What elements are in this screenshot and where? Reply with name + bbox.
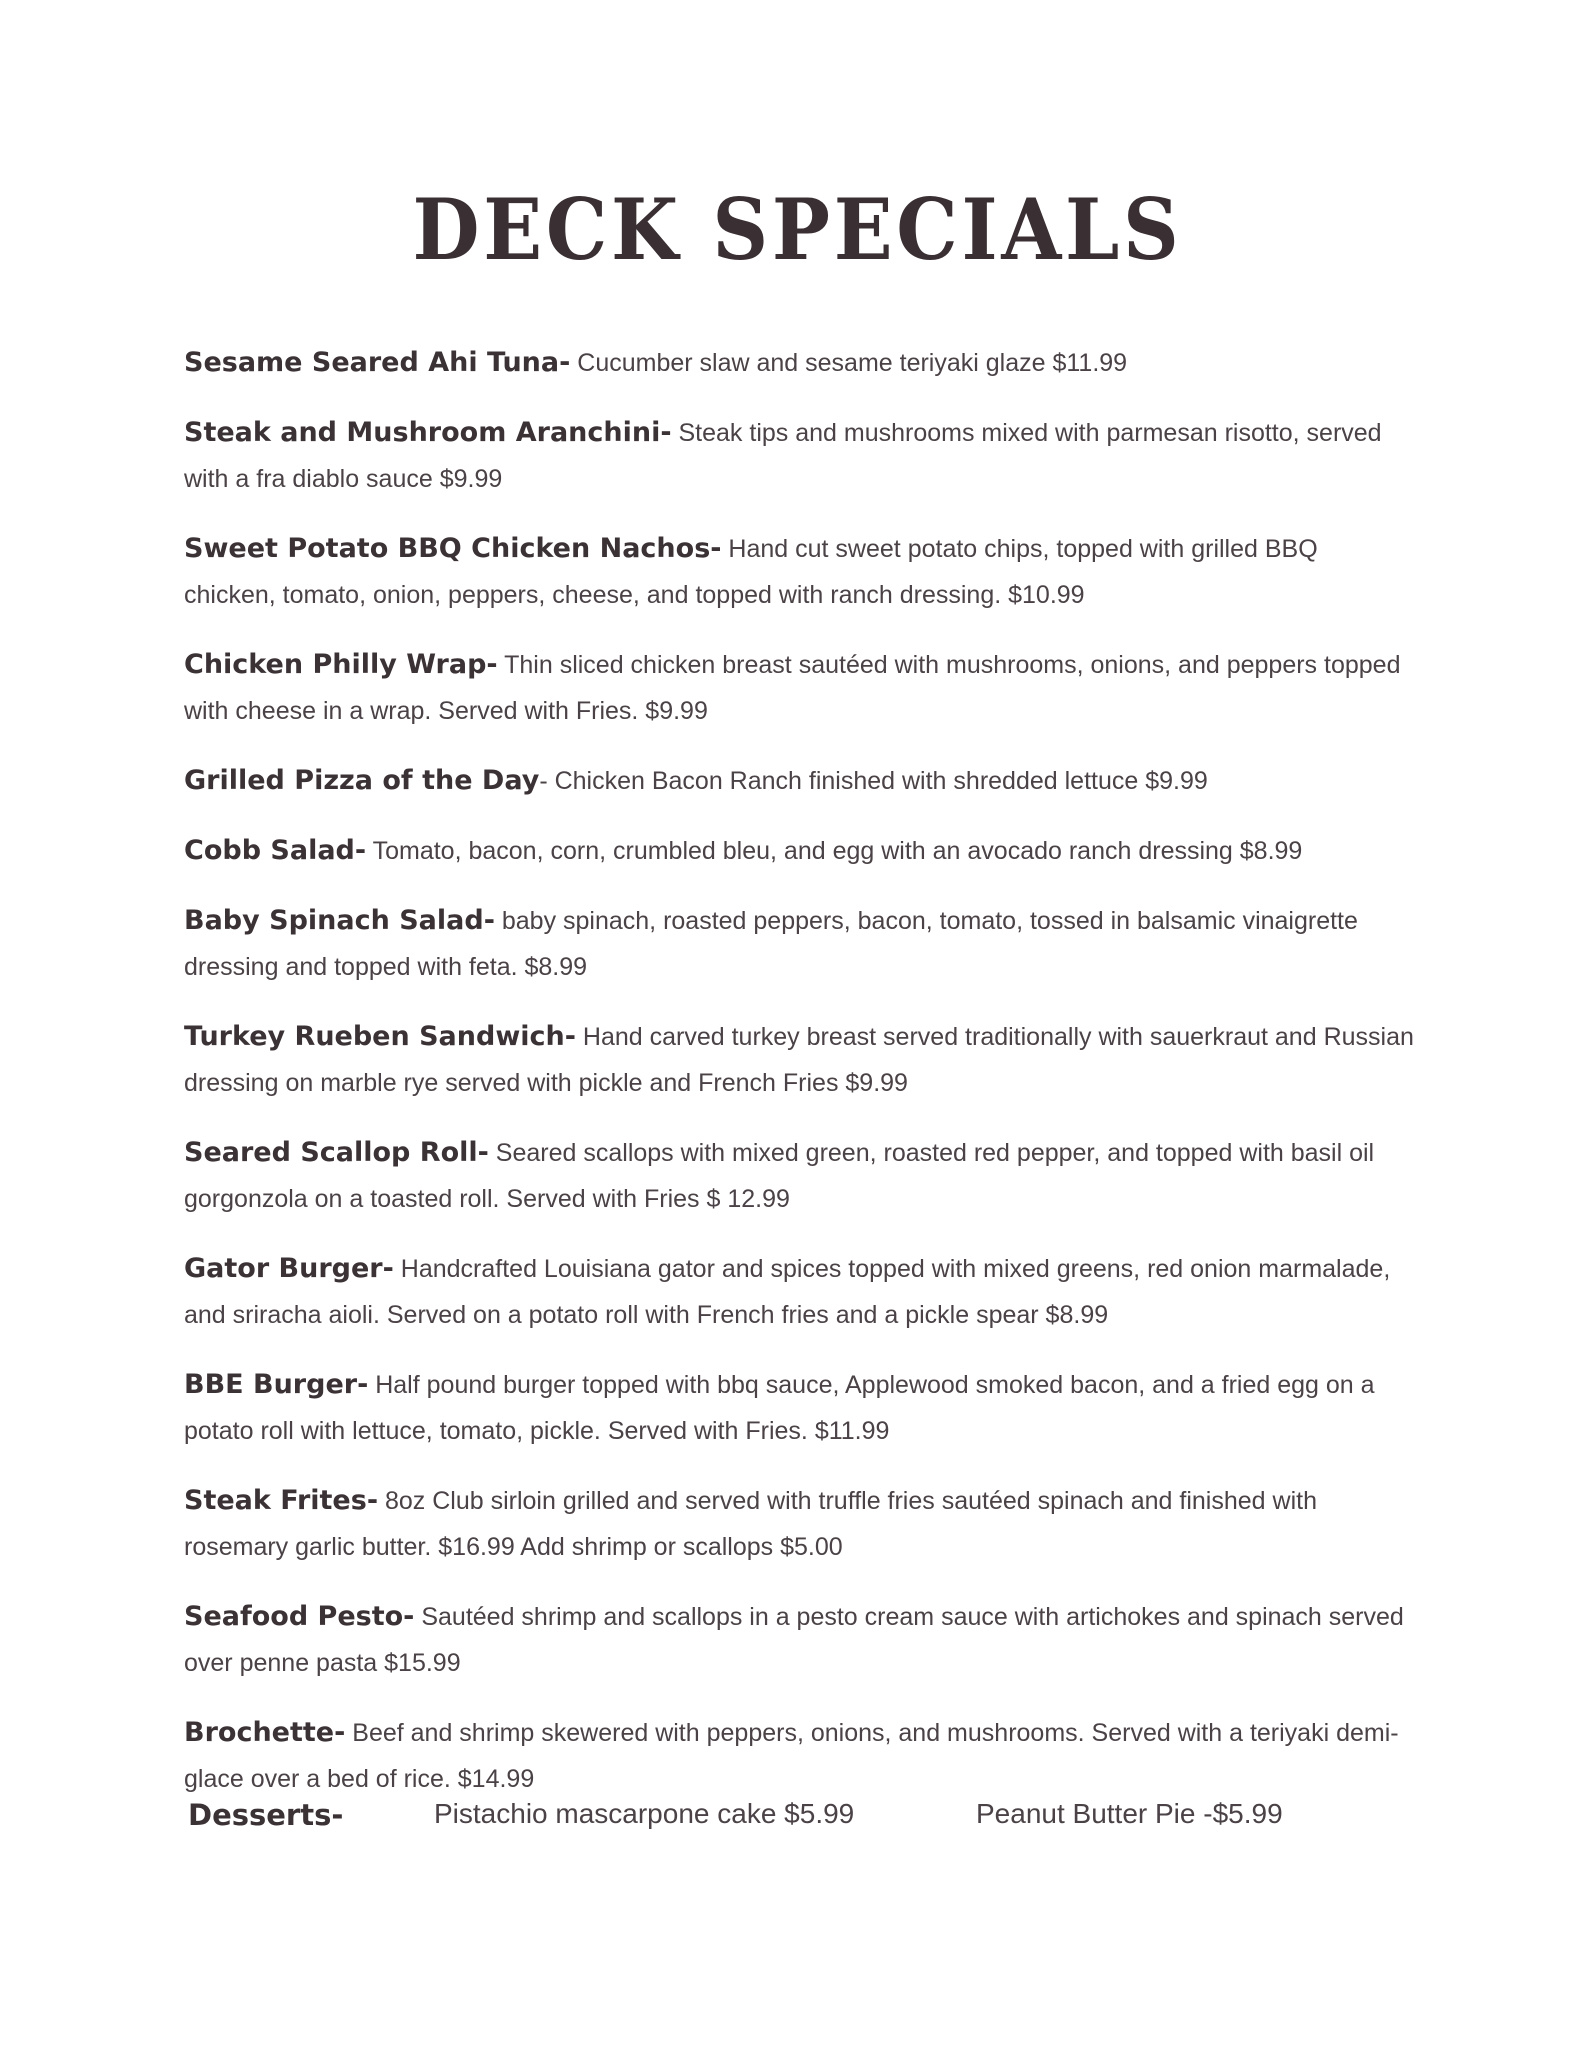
- menu-item: [184, 1246, 1414, 1338]
- menu-item: [184, 1710, 1414, 1802]
- menu-item: [184, 410, 1414, 502]
- desserts-row: [188, 1798, 1418, 1846]
- item-name: Cobb Salad-: [184, 835, 367, 866]
- item-name: Seafood Pesto-: [184, 1601, 415, 1632]
- menu-item: [184, 1362, 1414, 1454]
- item-name: Grilled Pizza of the Day: [184, 765, 540, 796]
- item-description: Hand cut sweet potato chips, topped with grilled BBQ chicken, tomato, onion, peppers, cheese, and topped with ranch dressing. $10.99: [184, 535, 1318, 609]
- item-description: Half pound burger topped with bbq sauce, Applewood smoked bacon, and a fried egg on a potato roll with lettuce, tomato, pickle. Served with Fries. $11.99: [184, 1371, 1375, 1445]
- page-title: DECK SPECIALS: [412, 180, 1183, 279]
- menu-item: [184, 1130, 1414, 1222]
- item-name: Sweet Potato BBQ Chicken Nachos-: [184, 533, 722, 564]
- item-name: Chicken Philly Wrap-: [184, 649, 498, 680]
- item-description: baby spinach, roasted peppers, bacon, tomato, tossed in balsamic vinaigrette dressing and topped with feta. $8.99: [184, 907, 1358, 981]
- item-description: Hand carved turkey breast served traditionally with sauerkraut and Russian dressing on marble rye served with pickle and French Fries $9.99: [184, 1023, 1414, 1097]
- item-name: Sesame Seared Ahi Tuna-: [184, 347, 571, 378]
- item-description: Steak tips and mushrooms mixed with parmesan risotto, served with a fra diablo sauce $9.99: [184, 419, 1382, 493]
- item-name: Steak and Mushroom Aranchini-: [184, 417, 672, 448]
- menu-item: [184, 1014, 1414, 1106]
- item-name: Turkey Rueben Sandwich-: [184, 1021, 576, 1052]
- dessert-item-pistachio-cake: Pistachio mascarpone cake $5.99: [434, 1798, 855, 1829]
- item-description: - Chicken Bacon Ranch finished with shredded lettuce $9.99: [539, 767, 1208, 795]
- dessert-item-peanut-butter-pie: Peanut Butter Pie -$5.99: [976, 1798, 1283, 1829]
- item-description: Cucumber slaw and sesame teriyaki glaze $11.99: [570, 349, 1128, 377]
- item-description: Seared scallops with mixed green, roasted red pepper, and topped with basil oil gorgonzola on a toasted roll. Served with Fries $ 12.99: [184, 1139, 1375, 1213]
- menu-item: [184, 642, 1414, 734]
- item-description: Beef and shrimp skewered with peppers, onions, and mushrooms. Served with a teriyaki demi-glace over a bed of rice. $14.99: [184, 1719, 1399, 1793]
- item-name: Baby Spinach Salad-: [184, 905, 495, 936]
- item-name: Steak Frites-: [184, 1485, 379, 1516]
- menu-item: [184, 1478, 1414, 1570]
- item-description: Thin sliced chicken breast sautéed with mushrooms, onions, and peppers topped with cheese in a wrap. Served with Fries. $9.99: [184, 651, 1401, 725]
- item-description: Sautéed shrimp and scallops in a pesto cream sauce with artichokes and spinach served over penne pasta $15.99: [184, 1603, 1404, 1677]
- item-name: BBE Burger-: [184, 1369, 369, 1400]
- item-description: 8oz Club sirloin grilled and served with truffle fries sautéed spinach and finished with rosemary garlic butter. $16.99 Add shrimp or scallops $5.00: [184, 1487, 1317, 1561]
- item-name: Gator Burger-: [184, 1253, 394, 1284]
- menu-item: [184, 758, 1414, 804]
- item-name: Brochette-: [184, 1717, 346, 1748]
- item-name: Seared Scallop Roll-: [184, 1137, 489, 1168]
- menu-item: [184, 828, 1414, 874]
- item-description: Handcrafted Louisiana gator and spices topped with mixed greens, red onion marmalade, and sriracha aioli. Served on a potato roll with French fries and a pickle spear $8.99: [184, 1255, 1391, 1329]
- menu-item: [184, 526, 1414, 618]
- item-description: Tomato, bacon, corn, crumbled bleu, and egg with an avocado ranch dressing $8.99: [366, 837, 1303, 865]
- menu-item: [184, 340, 1414, 386]
- desserts-label: Desserts-: [188, 1798, 344, 1832]
- menu-list: [184, 340, 1414, 1826]
- menu-item: [184, 898, 1414, 990]
- menu-item: [184, 1594, 1414, 1686]
